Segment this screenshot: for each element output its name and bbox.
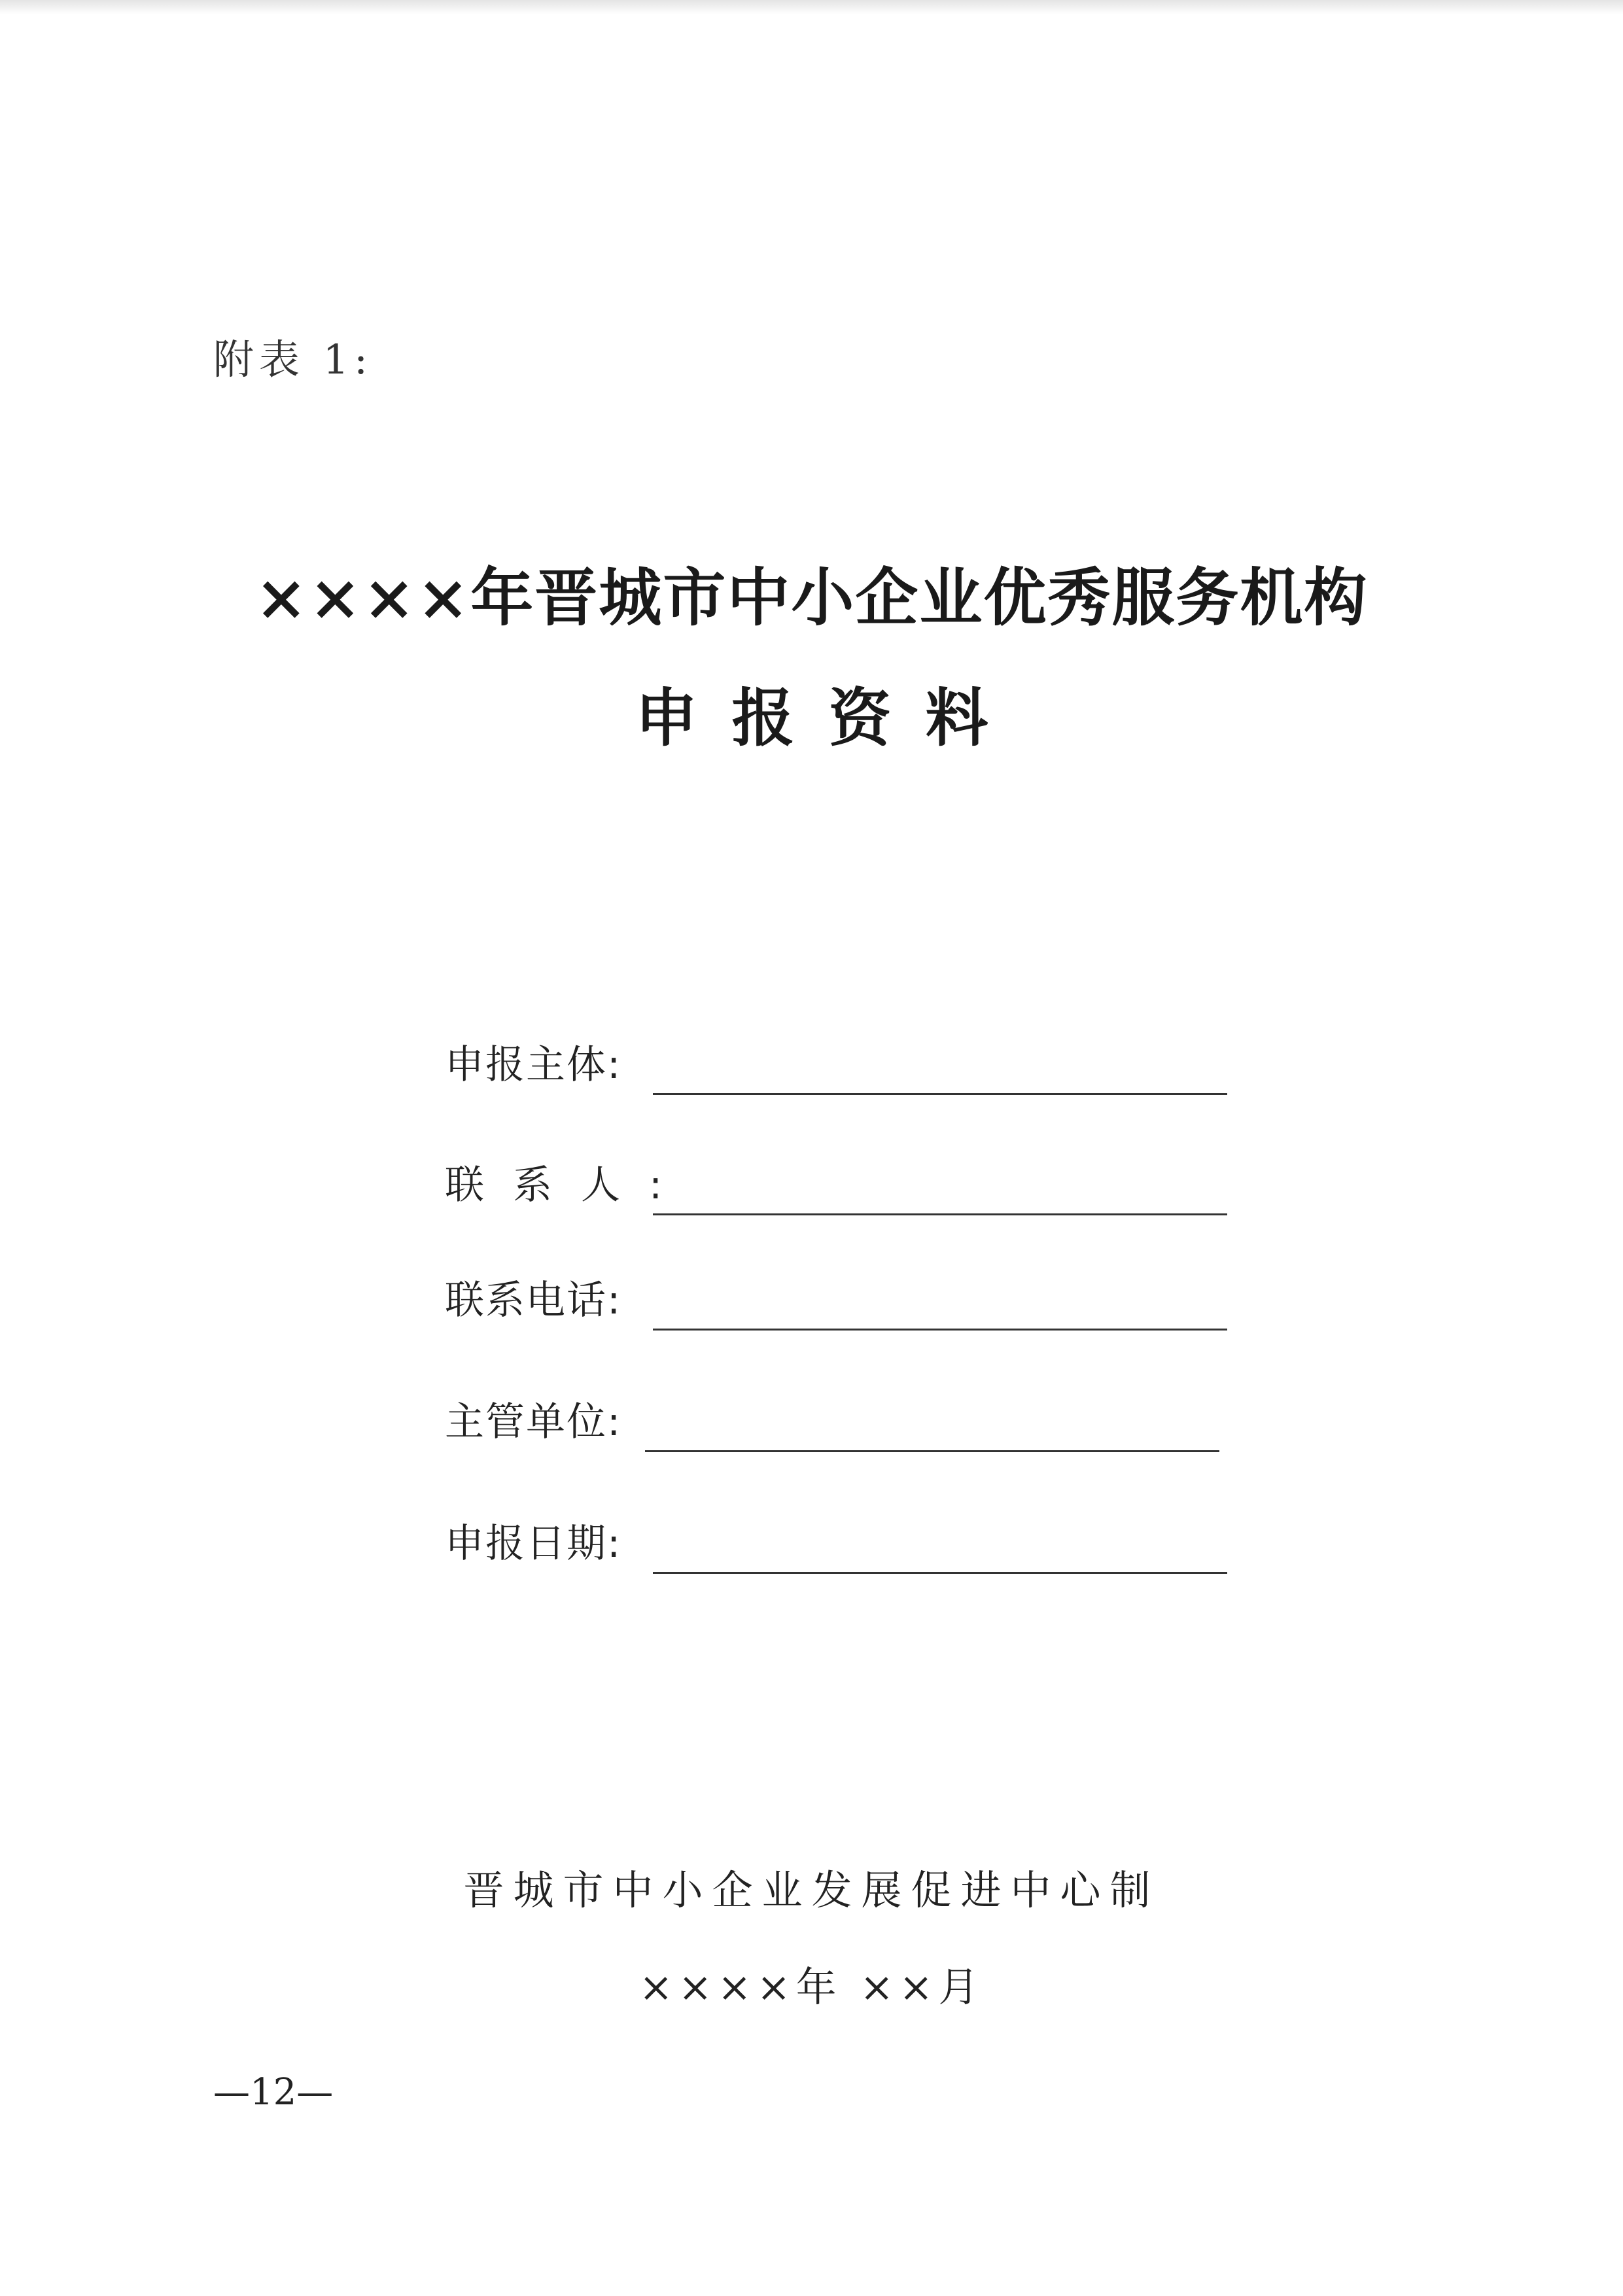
document-title: ××××年晋城市中小企业优秀服务机构 [254,561,1369,635]
supervising-unit-label: 主管单位: [445,1399,621,1445]
form-row-phone [445,1262,1230,1334]
application-date-label: 申报日期: [445,1521,621,1567]
scan-edge [0,0,1623,14]
contact-person-label: 联系人: [445,1162,663,1208]
document-subtitle: 申报资料 [635,681,1022,755]
page-number: —12— [213,2071,334,2113]
form-row-supervising-unit [445,1384,1230,1456]
applicant-label: 申报主体: [445,1042,621,1088]
form-row-applicant [445,1027,1230,1099]
phone-field[interactable] [653,1329,1227,1331]
annex-label: 附表 1: [213,336,374,383]
form-row-date [445,1506,1230,1578]
applicant-field[interactable] [653,1093,1227,1095]
supervising-unit-field[interactable] [645,1450,1219,1452]
contact-person-field[interactable] [653,1213,1227,1215]
form-row-contact-person [445,1147,1230,1219]
issue-date: ××××年 ××月 [638,1963,985,2011]
application-date-field[interactable] [653,1572,1227,1574]
phone-label: 联系电话: [445,1278,621,1323]
issuing-organization: 晋城市中小企业发展促进中心制 [463,1866,1160,1914]
